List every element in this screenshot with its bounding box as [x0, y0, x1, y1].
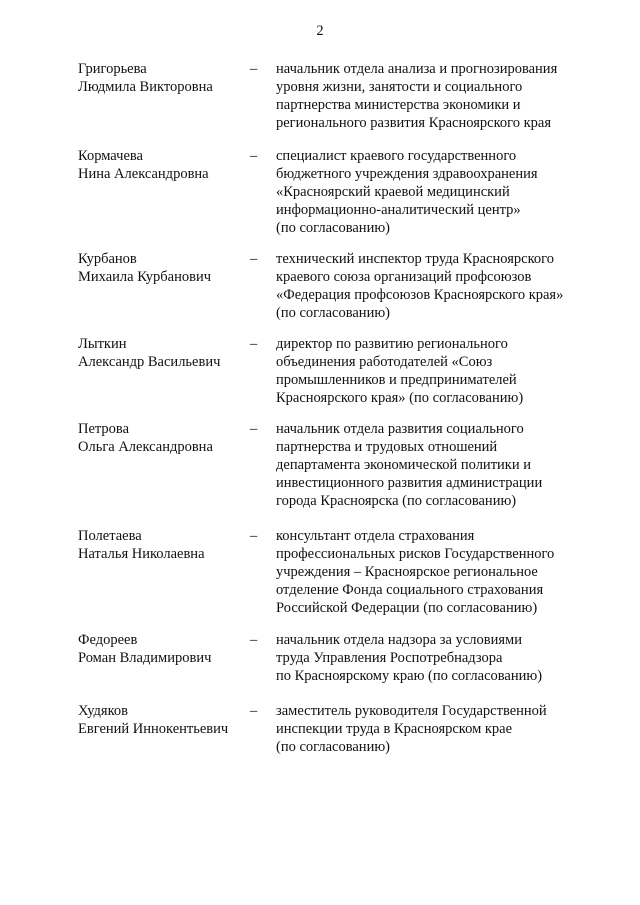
- given-names: Нина Александровна: [78, 166, 209, 182]
- dash-separator: –: [250, 421, 258, 437]
- given-names: Наталья Николаевна: [78, 546, 205, 562]
- surname: Курбанов: [78, 251, 137, 267]
- person-name: [78, 631, 248, 667]
- dash-separator: –: [250, 528, 258, 544]
- position-description: [276, 702, 586, 756]
- description-line: отделение Фонда социального страхования: [276, 582, 544, 598]
- given-names: Михаила Курбанович: [78, 269, 212, 285]
- person-name: [78, 335, 248, 371]
- description-line: объединения работодателей «Союз: [276, 354, 493, 370]
- description-line: заместитель руководителя Государственной: [276, 703, 547, 719]
- given-names: Роман Владимирович: [78, 650, 212, 666]
- description-line: учреждения – Красноярское региональное: [276, 564, 538, 580]
- page-number: 2: [316, 23, 324, 39]
- description-line: уровня жизни, занятости и социального: [276, 79, 523, 95]
- position-description: [276, 60, 586, 132]
- description-line: бюджетного учреждения здравоохранения: [276, 166, 538, 182]
- description-line: по Красноярскому краю (по согласованию): [276, 668, 543, 684]
- person-name: [78, 250, 248, 286]
- description-line: «Федерация профсоюзов Красноярского края»: [276, 287, 564, 303]
- person-name: [78, 60, 248, 96]
- description-line: начальник отдела анализа и прогнозирования: [276, 61, 558, 77]
- description-line: (по согласованию): [276, 739, 390, 755]
- description-line: регионального развития Красноярского края: [276, 115, 551, 131]
- given-names: Евгений Иннокентьевич: [78, 721, 229, 737]
- dash-separator: –: [250, 632, 258, 648]
- position-description: [276, 631, 586, 685]
- description-line: (по согласованию): [276, 220, 390, 236]
- surname: Кормачева: [78, 148, 143, 164]
- given-names: Ольга Александровна: [78, 439, 213, 455]
- description-line: Российской Федерации (по согласованию): [276, 600, 538, 616]
- position-description: [276, 335, 586, 407]
- position-description: [276, 527, 586, 617]
- description-line: Красноярского края» (по согласованию): [276, 390, 524, 406]
- description-line: директор по развитию регионального: [276, 336, 508, 352]
- person-name: [78, 527, 248, 563]
- dash-separator: –: [250, 148, 258, 164]
- description-line: инспекции труда в Красноярском крае: [276, 721, 513, 737]
- position-description: [276, 250, 586, 322]
- position-description: [276, 147, 586, 237]
- surname: Лыткин: [78, 336, 127, 352]
- person-name: [78, 702, 248, 738]
- person-name: [78, 147, 248, 183]
- description-line: инвестиционного развития администрации: [276, 475, 543, 491]
- dash-separator: –: [250, 251, 258, 267]
- given-names: Людмила Викторовна: [78, 79, 213, 95]
- description-line: департамента экономической политики и: [276, 457, 531, 473]
- description-line: профессиональных рисков Государственного: [276, 546, 555, 562]
- dash-separator: –: [250, 61, 258, 77]
- surname: Федореев: [78, 632, 138, 648]
- description-line: партнерства и трудовых отношений: [276, 439, 498, 455]
- position-description: [276, 420, 586, 510]
- description-line: города Красноярска (по согласованию): [276, 493, 517, 509]
- dash-separator: –: [250, 336, 258, 352]
- description-line: партнерства министерства экономики и: [276, 97, 521, 113]
- description-line: (по согласованию): [276, 305, 390, 321]
- description-line: технический инспектор труда Красноярского: [276, 251, 554, 267]
- description-line: консультант отдела страхования: [276, 528, 475, 544]
- description-line: краевого союза организаций профсоюзов: [276, 269, 532, 285]
- surname: Худяков: [78, 703, 128, 719]
- description-line: труда Управления Роспотребнадзора: [276, 650, 503, 666]
- surname: Петрова: [78, 421, 130, 437]
- person-name: [78, 420, 248, 456]
- description-line: начальник отдела развития социального: [276, 421, 524, 437]
- surname: Григорьева: [78, 61, 147, 77]
- description-line: «Красноярский краевой медицинский: [276, 184, 510, 200]
- description-line: начальник отдела надзора за условиями: [276, 632, 522, 648]
- surname: Полетаева: [78, 528, 142, 544]
- description-line: специалист краевого государственного: [276, 148, 517, 164]
- dash-separator: –: [250, 703, 258, 719]
- description-line: информационно-аналитический центр»: [276, 202, 521, 218]
- description-line: промышленников и предпринимателей: [276, 372, 517, 388]
- given-names: Александр Васильевич: [78, 354, 221, 370]
